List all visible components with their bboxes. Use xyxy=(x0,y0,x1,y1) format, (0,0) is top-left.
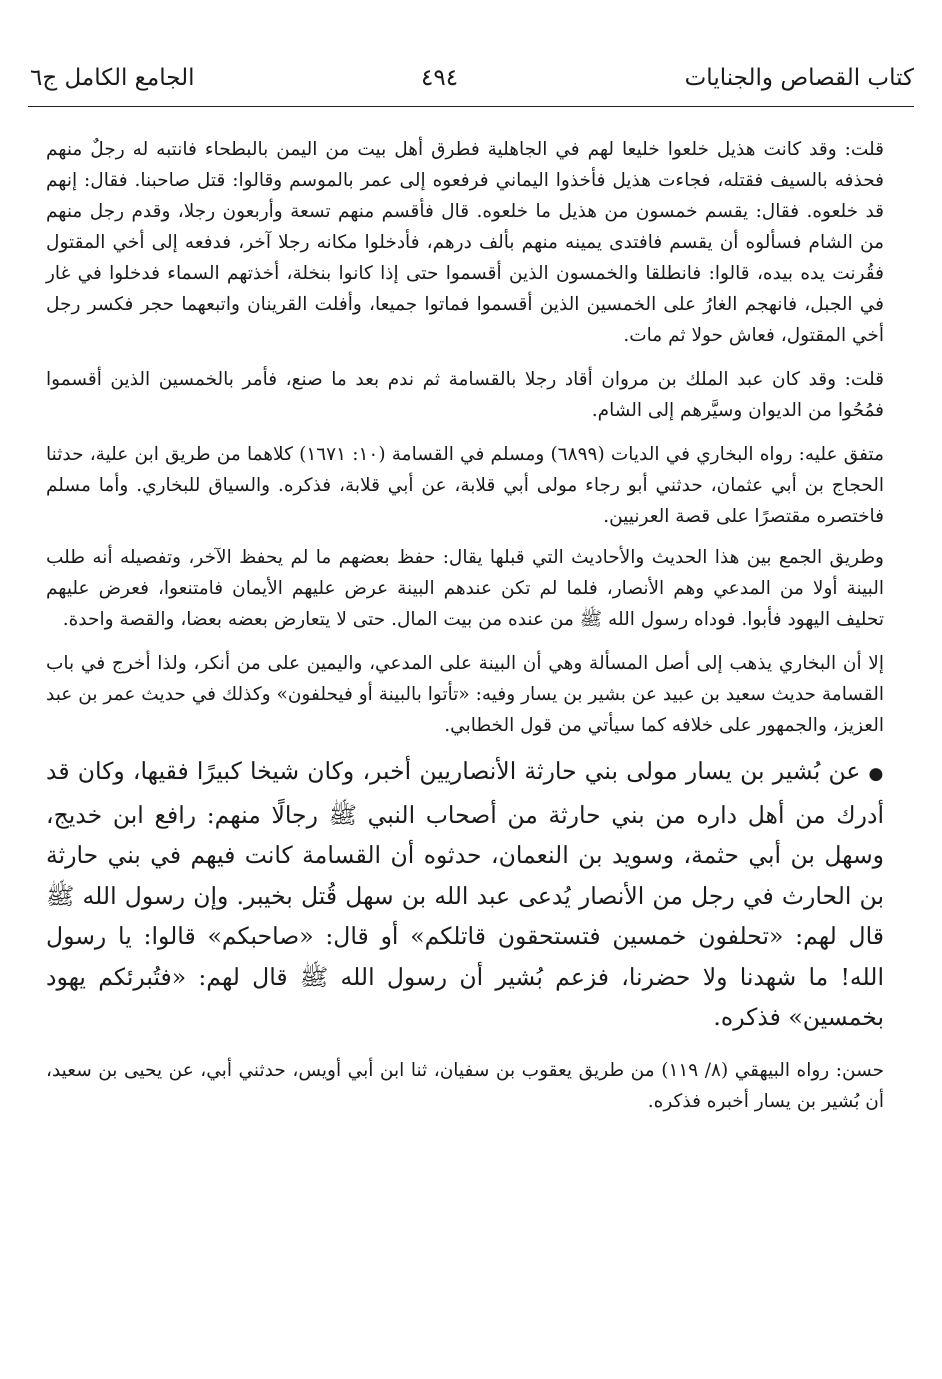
commentary-abdulmalik: قلت: وقد كان عبد الملك بن مروان أقاد رجلا بالقسامة ثم ندم بعد ما صنع، فأمر بالخمسين الذين أقسموا فمُحُوا من الديوان وسيَّرهم إلى الشام. xyxy=(46,369,884,421)
header-rule xyxy=(28,106,914,107)
hadith-text xyxy=(46,751,884,1038)
commentary-reconciliation: وطريق الجمع بين هذا الحديث والأحاديث التي قبلها يقال: حفظ بعضهم ما لم يحفظ الآخر، وتفصيله أنه طلب البينة أولا من المدعي وهم الأنصار، فلما لم تكن عندهم البينة عرض عليهم الأيمان فامتنعوا، فعرض عليهم تحليف اليهود فأبوا. فوداه رسول الله ﷺ من عنده من بيت المال. حتى لا يتعارض بعضه بعضا، والقصة واحدة. xyxy=(46,547,884,630)
hadith-body: عن بُشير بن يسار مولى بني حارثة الأنصاريين أخبر، وكان شيخا كبيرًا فقيها، وكان قد أدرك من أهل داره من بني حارثة من أصحاب النبي ﷺ رجالًا منهم: رافع ابن خديج، وسهل بن أبي حثمة، وسويد بن النعمان، حدثوه أن القسامة كانت فيهم في بني حارثة بن الحارث في رجل من الأنصار يُدعى عبد الله بن سهل قُتل بخيبر. وإن رسول الله ﷺ قال لهم: «تحلفون خمسين فتستحقون قاتلكم» أو قال: «صاحبكم» قالوا: يا رسول الله! ما شهدنا ولا حضرنا، فزعم بُشير أن رسول الله ﷺ قال لهم: «فتُبرئكم يهود بخمسين» فذكره. xyxy=(46,757,884,1031)
collection-title: الجامع الكامل ج٦ xyxy=(30,65,195,91)
takhrij-hasan: حسن: رواه البيهقي (٨/ ١١٩) من طريق يعقوب بن سفيان، ثنا ابن أبي أويس، حدثني أبي، عن يحيى بن سعيد، أن بُشير بن يسار أخبره فذكره. xyxy=(46,1059,885,1112)
takhrij-muttafaq: متفق عليه: رواه البخاري في الديات (٦٨٩٩) ومسلم في القسامة (١٠: ١٦٧١) كلاهما من طريق ابن علية، حدثنا الحجاج بن أبي عثمان، حدثني أبو رجاء مولى أبي قلابة، عن أبي قلابة، فذكره. والسياق للبخاري. وأما مسلم فاختصره مقتصرًا على قصة العرنيين. xyxy=(46,444,884,527)
commentary-bukhari: إلا أن البخاري يذهب إلى أصل المسألة وهي أن البينة على المدعي، واليمين على من أنكر، ولذا أخرج في باب القسامة حديث سعيد بن عبيد عن بشير بن يسار وفيه: «تأتوا بالبينة أو فيحلفون» وكذلك في حديث عمر بن عبد العزيز، والجمهور على خلافه كما سيأتي من قول الخطابي. xyxy=(46,653,884,736)
page-body xyxy=(46,134,884,1117)
page-number: ٤٩٤ xyxy=(421,65,459,91)
page-header xyxy=(30,56,914,100)
book-title: كتاب القصاص والجنايات xyxy=(684,65,914,91)
commentary-hudhayl: قلت: وقد كانت هذيل خلعوا خليعا لهم في الجاهلية فطرق أهل بيت من اليمن بالبطحاء فانتبه له رجلٌ منهم فحذفه بالسيف فقتله، فجاءت هذيل فأخذوا اليماني فرفعوه إلى عمر بالموسم وقالوا: قتل صاحبنا. فقال: إنهم قد خلعوه. فقال: يقسم خمسون من هذيل ما خلعوه. قال فأقسم منهم تسعة وأربعون رجلا، وقدم رجل منهم من الشام فسألوه أن يقسم فافتدى يمينه منهم بألف درهم، فأدخلوا مكانه رجلا آخر، فدفعه إلى أخي المقتول فقُرنت يده بيده، قالوا: فانطلقا والخمسون الذين أقسموا حتى إذا كانوا بنخلة، أخذتهم السماء فدخلوا في غار في الجبل، فانهجم الغارُ على الخمسين الذين أقسموا فماتوا جميعا، وأفلت القرينان واتبعهما حجر فكسر رجل أخي المقتول، فعاش حولا ثم مات. xyxy=(46,139,884,346)
hadith-bullet: ● xyxy=(868,764,885,784)
